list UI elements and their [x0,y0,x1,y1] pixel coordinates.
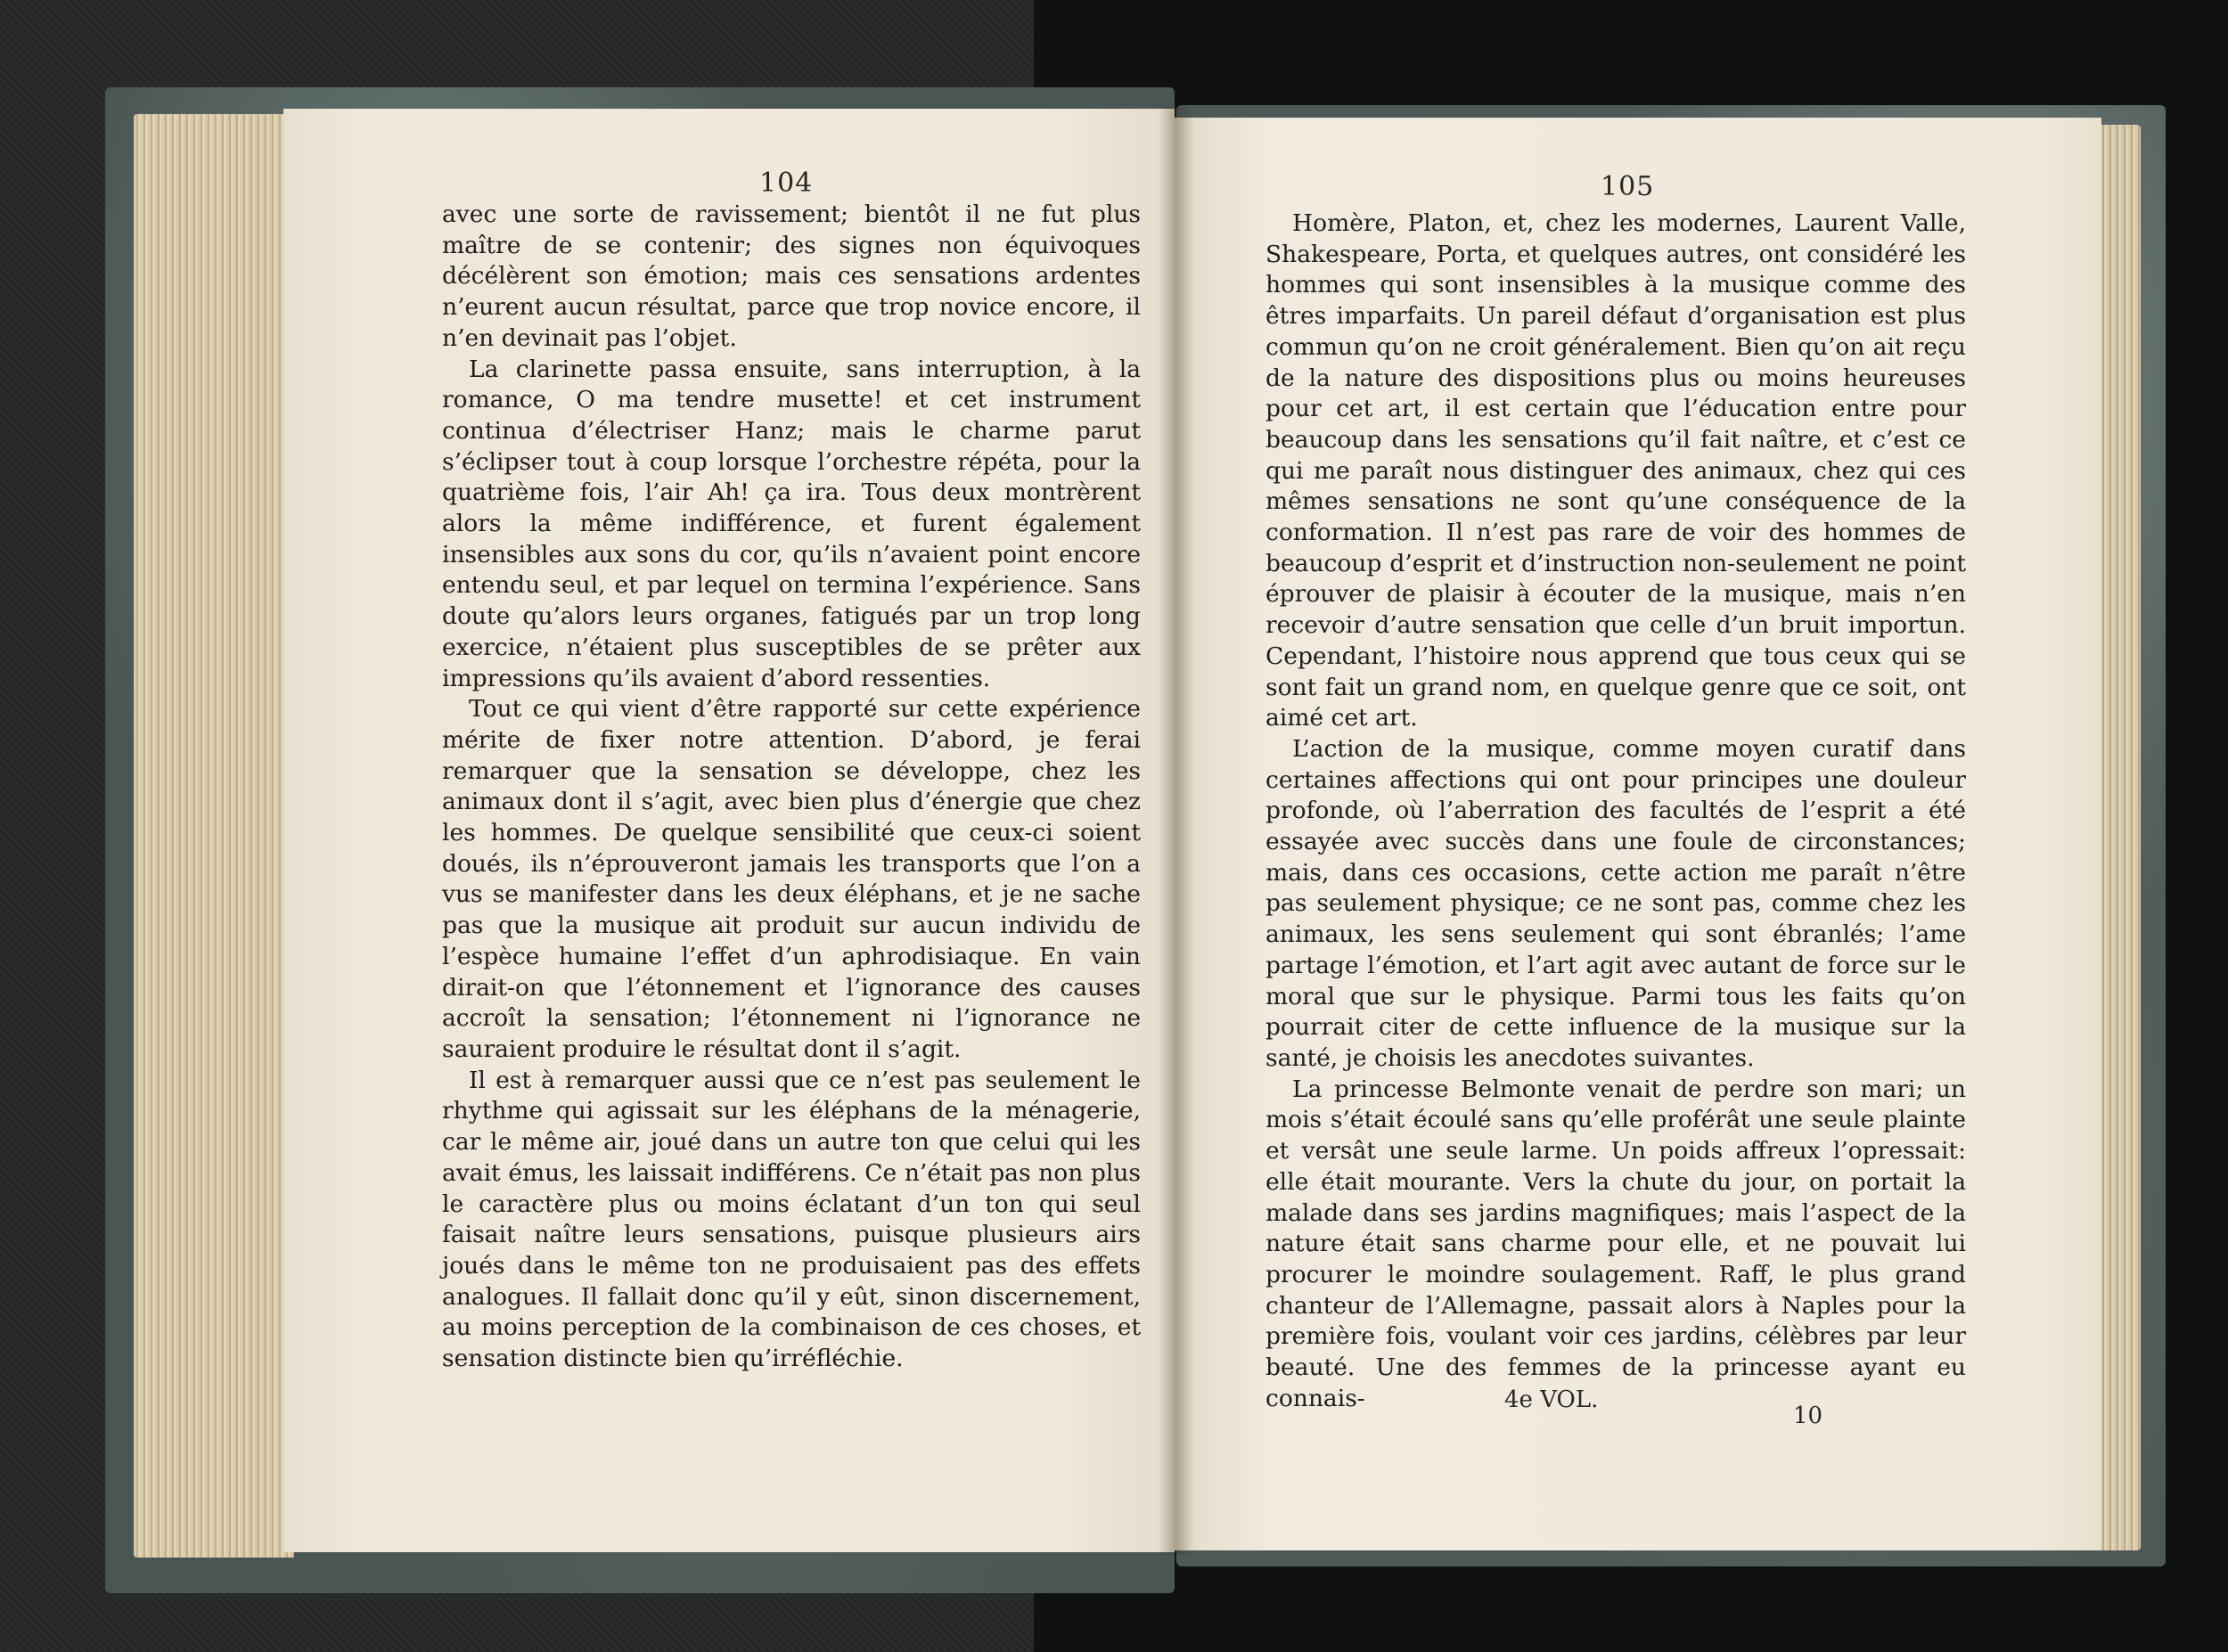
footer-volume: 4e VOL. [1504,1386,1599,1413]
paragraph: Tout ce qui vient d’être rapporté sur cette expérience mérite de fixer notre attention. D’abord, je ferai remarquer que la sensation se développe, chez les animaux dont il s’agit, avec bien plus d’énergie que chez les hommes. De quelque sensibilité que ceux-ci soient doués, ils n’éprouveront jamais les transports que l’on a vus se manifester dans les deux éléphans, et je ne sache pas que la musique ait produit sur aucun individu de l’espèce humaine l’effet d’un aphrodisiaque. En vain dirait-on que l’étonnement et l’ignorance des causes accroît la sensation; l’étonnement ni l’ignorance ne sauraient produire le résultat dont il s’agit. [442,695,1141,1063]
page-edges-left [134,114,294,1558]
paragraph: L’action de la musique, comme moyen curatif dans certaines affections qui ont pour principes une douleur profonde, où l’aberration des facultés de l’esprit a été essayée avec succès dans une foule de circonstances; mais, dans ces occasions, cette action me paraît n’être pas seulement physique; ce ne sont pas, comme chez les animaux, les sens seulement qui sont ébranlés; l’ame partage l’émotion, et l’art agit avec autant de force sur le moral que sur le physique. Parmi tous les faits qu’on pourrait citer de cette influence de la musique sur la santé, je choisis les anecdotes suivantes. [1266,734,1966,1072]
right-page [1175,118,2101,1550]
book-gutter [1159,107,1194,1555]
paragraph: La princesse Belmonte venait de perdre son mari; un mois s’était écoulé sans qu’elle proférât une seule plainte et versât une seule larme. Un poids affreux l’opressait: elle était mourante. Vers la chute du jour, on portait la malade dans ses jardins magnifiques; mais l’aspect de la nature était sans charme pour elle, et ne pouvait lui procurer le moindre soulagement. Raff, le plus grand chanteur de l’Allemagne, passait alors à Naples pour la première fois, voulant voir ces jardins, célèbres par leur beauté. Une des femmes de la princesse ayant eu connais- [1266,1075,1966,1412]
footer-signature: 10 [1793,1403,1823,1429]
paragraph: La clarinette passa ensuite, sans interruption, à la romance, O ma tendre musette! et cet instrument continua d’électriser Hanz; mais le charme parut s’éclipser tout à coup lorsque l’orchestre répéta, pour la quatrième fois, l’air Ah! ça ira. Tous deux montrèrent alors la même indifférence, et furent également insensibles aux sons du cor, qu’ils n’avaient point encore entendu seul, et par lequel on termina l’expérience. Sans doute qu’alors leurs organes, fatigués par un trop long exercice, n’étaient plus susceptibles de se prêter aux impressions qu’ils avaient d’abord ressenties. [442,355,1141,692]
paragraph: Il est à remarquer aussi que ce n’est pas seulement le rhythme qui agissait sur les éléphans de la ménagerie, car le même air, joué dans un autre ton que celui qui les avait émus, les laissait indifférens. Ce n’était pas non plus le caractère plus ou moins éclatant d’un ton qui seul faisait naître leurs sensations, puisque plusieurs airs joués dans le même ton ne produisaient pas des effets analogues. Il fallait donc qu’il y eût, sinon discernement, au moins perception de la combinaison de ces choses, et sensation distincte bien qu’irréfléchie. [442,1066,1141,1373]
page-number-left: 104 [759,168,814,199]
left-page [283,109,1175,1552]
paragraph: Homère, Platon, et, chez les modernes, Laurent Valle, Shakespeare, Porta, et quelques autres, ont considéré les hommes qui sont insensibles à la musique comme des êtres imparfaits. Un pareil défaut d’organisation est plus commun qu’on ne croit généralement. Bien qu’on ait reçu de la nature des dispositions plus ou moins heureuses pour cet art, il est certain que l’éducation entre pour beaucoup dans les sensations qu’il fait naître, et c’est ce qui me paraît nous distinguer des animaux, chez qui ces mêmes sensations ne sont qu’une conséquence de la conformation. Il n’est pas rare de voir des hommes de beaucoup d’esprit et d’instruction non-seulement ne point éprouver de plaisir à écouter de la musique, mais n’en recevoir d’autre sensation que celle d’un bruit importun. Cependant, l’histoire nous apprend que tous ceux qui se sont fait un grand nom, en quelque genre que ce soit, ont aimé cet art. [1266,209,1966,732]
page-number-right: 105 [1601,171,1655,202]
left-page-text [442,200,1141,1375]
right-page-text [1266,209,1966,1414]
paragraph: avec une sorte de ravissement; bientôt il ne fut plus maître de se contenir; des signes non équivoques décélèrent son émotion; mais ces sensations ardentes n’eurent aucun résultat, parce que trop novice encore, il n’en devinait pas l’objet. [442,200,1141,352]
